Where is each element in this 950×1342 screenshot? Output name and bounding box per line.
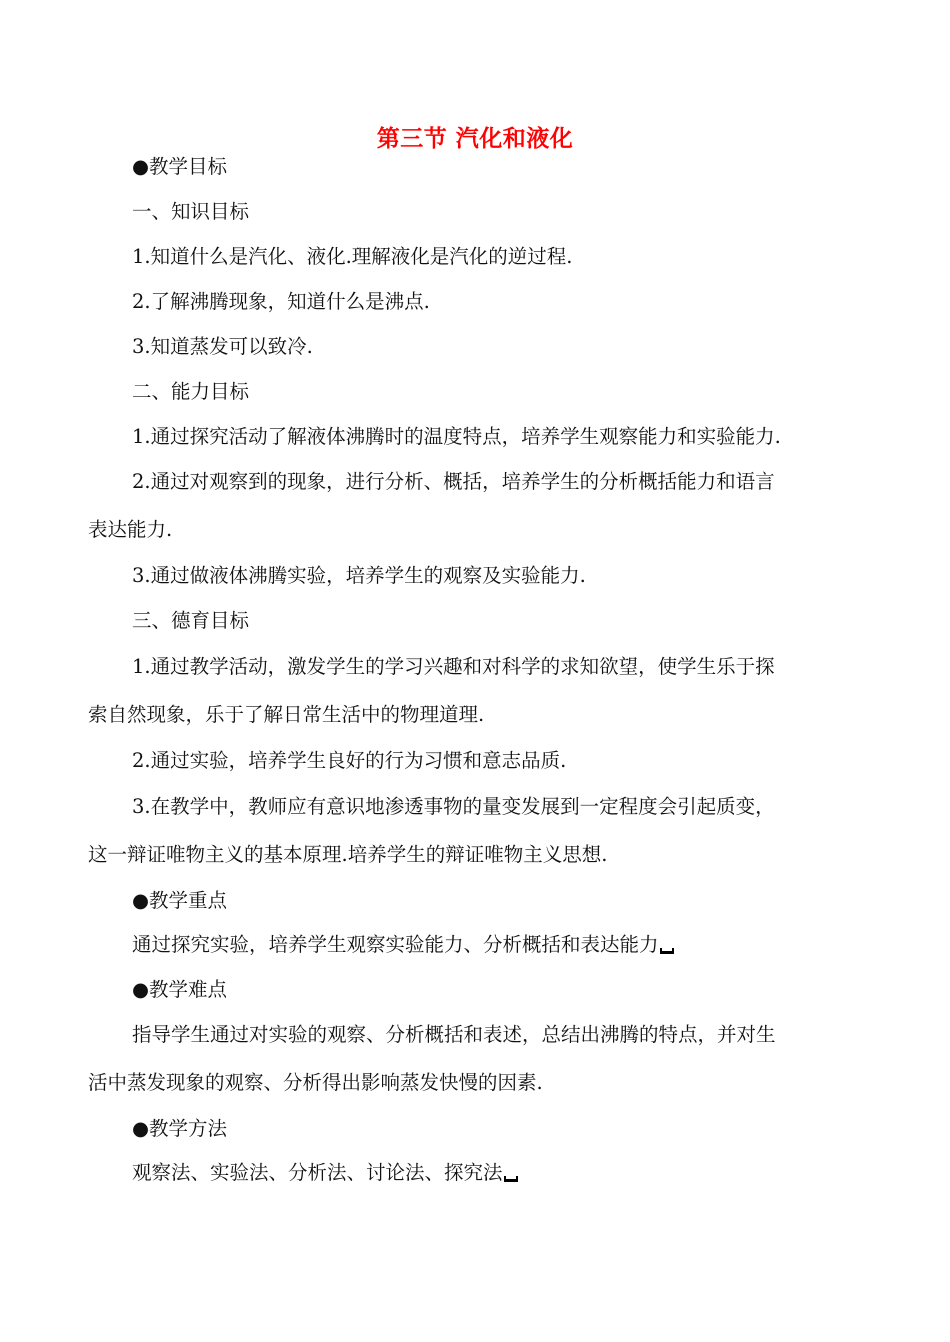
paragraph-line: 2.通过对观察到的现象，进行分析、概括，培养学生的分析概括能力和语言 bbox=[132, 470, 775, 493]
paragraph-line: 活中蒸发现象的观察、分析得出影响蒸发快慢的因素. bbox=[88, 1071, 543, 1094]
paragraph-line: 指导学生通过对实验的观察、分析概括和表述，总结出沸腾的特点，并对生 bbox=[132, 1023, 776, 1046]
paragraph-line: 3.通过做液体沸腾实验，培养学生的观察及实验能力. bbox=[132, 564, 586, 587]
paragraph-line: 1.通过探究活动了解液体沸腾时的温度特点，培养学生观察能力和实验能力. bbox=[132, 425, 781, 448]
paragraph-line: 索自然现象，乐于了解日常生活中的物理道理. bbox=[88, 703, 485, 726]
subheading-knowledge-goals: 一、知识目标 bbox=[132, 200, 250, 223]
paragraph-line: 2.通过实验，培养学生良好的行为习惯和意志品质. bbox=[132, 749, 567, 772]
paragraph-line: 3.知道蒸发可以致冷. bbox=[132, 335, 313, 358]
paragraph-line: 2.了解沸腾现象，知道什么是沸点. bbox=[132, 290, 430, 313]
paragraph-line-with-mark bbox=[132, 1160, 518, 1186]
end-mark-icon bbox=[660, 948, 674, 954]
methods-text: 观察法、实验法、分析法、讨论法、探究法 bbox=[132, 1161, 503, 1184]
subheading-moral-goals: 三、德育目标 bbox=[132, 609, 250, 632]
paragraph-line-with-mark bbox=[132, 932, 674, 958]
end-mark-icon bbox=[504, 1176, 518, 1182]
section-title: 第三节 汽化和液化 bbox=[376, 125, 574, 152]
paragraph-line: 表达能力. bbox=[88, 518, 173, 541]
paragraph-line: 这一辩证唯物主义的基本原理.培养学生的辩证唯物主义思想. bbox=[88, 843, 608, 866]
heading-key-points: ●教学重点 bbox=[132, 889, 228, 912]
heading-difficulties: ●教学难点 bbox=[132, 978, 228, 1001]
heading-teaching-methods: ●教学方法 bbox=[132, 1117, 228, 1140]
paragraph-line: 1.通过教学活动，激发学生的学习兴趣和对科学的求知欲望，使学生乐于探 bbox=[132, 655, 775, 678]
paragraph-line: 3.在教学中，教师应有意识地渗透事物的量变发展到一定程度会引起质变， bbox=[132, 795, 775, 818]
key-points-text: 通过探究实验，培养学生观察实验能力、分析概括和表达能力 bbox=[132, 933, 659, 956]
paragraph-line: 1.知道什么是汽化、液化.理解液化是汽化的逆过程. bbox=[132, 245, 573, 268]
heading-teaching-goals: ●教学目标 bbox=[132, 155, 228, 178]
subheading-ability-goals: 二、能力目标 bbox=[132, 380, 250, 403]
